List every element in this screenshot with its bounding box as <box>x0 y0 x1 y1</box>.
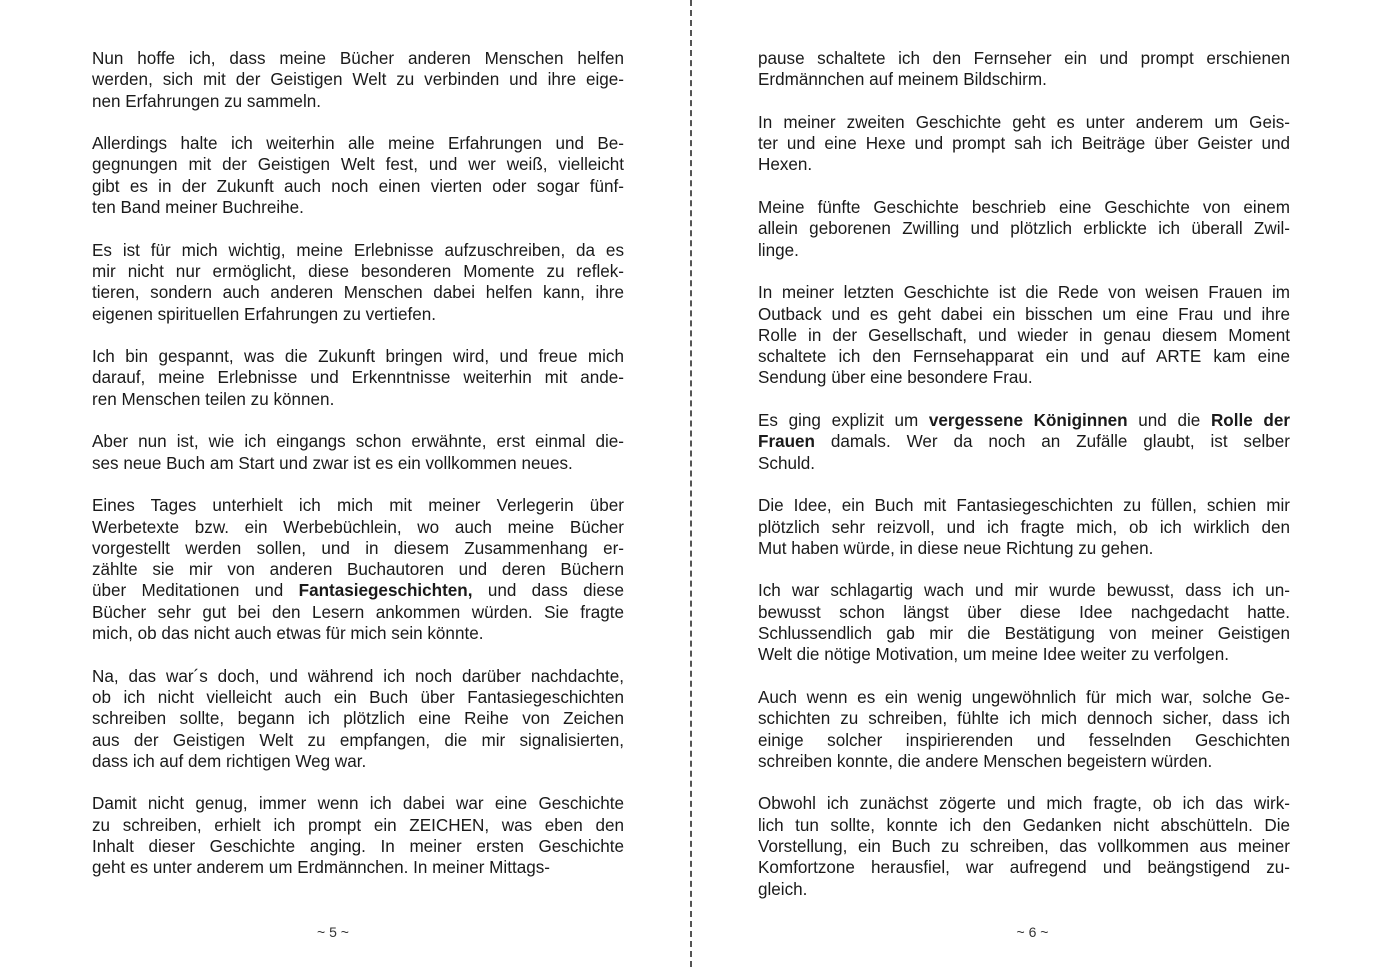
text-line: Auch wenn es ein wenig ungewöhnlich für mich war, solche Ge- <box>758 687 1290 707</box>
text-line: werden, sich mit der Geistigen Welt zu verbinden und ihre eige- <box>92 70 624 90</box>
paragraph <box>92 666 624 772</box>
text-line: vorgestellt werden sollen, und in diesem Zusammenhang er- <box>92 538 624 558</box>
right-page-number: ~ 6 ~ <box>1016 924 1049 940</box>
text-line: Hexen. <box>758 155 813 175</box>
text-line: Mut haben würde, in diese neue Richtung zu gehen. <box>758 538 1154 558</box>
paragraph <box>92 431 624 474</box>
text-line: Sendung über eine besondere Frau. <box>758 368 1033 388</box>
paragraph <box>92 495 624 644</box>
text-line: ren Menschen teilen zu können. <box>92 389 335 409</box>
text-segment: damals. Wer da noch an Zufälle glaubt, ist selber <box>815 432 1290 452</box>
paragraph <box>758 580 1290 665</box>
text-line: Rolle in der Gesellschaft, und wieder in genau diesem Moment <box>758 325 1290 345</box>
text-line: schichten zu schreiben, fühlte ich mich dennoch sicher, dass ich <box>758 709 1290 729</box>
right-page-body <box>758 48 1290 921</box>
text-segment: und dass diese <box>472 581 624 601</box>
text-line: Na, das war´s doch, und während ich noch darüber nachdachte, <box>92 666 624 686</box>
text-segment: und die <box>1127 411 1211 431</box>
paragraph <box>758 197 1290 261</box>
text-line: Erdmännchen auf meinem Bildschirm. <box>758 70 1047 90</box>
paragraph <box>758 282 1290 388</box>
paragraph <box>758 48 1290 91</box>
right-page <box>692 0 1383 967</box>
text-line: geht es unter anderem um Erdmännchen. In meiner Mittags- <box>92 858 550 878</box>
text-line: einige solcher inspirierenden und fesselnden Geschichten <box>758 730 1290 750</box>
text-line: Eines Tages unterhielt ich mich mit meiner Verlegerin über <box>92 496 624 516</box>
paragraph <box>758 495 1290 559</box>
text-segment: Es ging explizit um <box>758 411 929 431</box>
text-line: eigenen spirituellen Erfahrungen zu vertiefen. <box>92 304 436 324</box>
text-line: schreiben konnte, die andere Menschen begeistern würden. <box>758 751 1213 771</box>
text-line: mir nicht nur ermöglicht, diese besonderen Momente zu reflek- <box>92 261 624 281</box>
text-line: Ich war schlagartig wach und mir wurde bewusst, dass ich un- <box>758 581 1290 601</box>
paragraph <box>758 410 1290 474</box>
text-line: Obwohl ich zunächst zögerte und mich fragte, ob ich das wirk- <box>758 794 1290 814</box>
paragraph <box>758 112 1290 176</box>
text-line: ten Band meiner Buchreihe. <box>92 198 304 218</box>
text-line: Inhalt dieser Geschichte anging. In meiner ersten Geschichte <box>92 836 624 856</box>
text-line: ob ich nicht vielleicht auch ein Buch über Fantasiegeschichten <box>92 687 624 707</box>
text-line: gibt es in der Zukunft auch noch einen vierten oder sogar fünf- <box>92 176 624 196</box>
text-line: plötzlich sehr reizvoll, und ich fragte mich, ob ich wirklich den <box>758 517 1290 537</box>
text-line: darauf, meine Erlebnisse und Erkenntnisse weiterhin mit ande- <box>92 368 624 388</box>
left-page-body <box>92 48 624 900</box>
text-line: schreiben sollte, begann ich plötzlich eine Reihe von Zeichen <box>92 709 624 729</box>
left-page-number: ~ 5 ~ <box>317 924 349 940</box>
text-line: zu schreiben, erhielt ich prompt ein ZEICHEN, was eben den <box>92 815 624 835</box>
bold-text: Rolle der <box>1210 411 1290 431</box>
paragraph <box>92 346 624 410</box>
text-line: gegnungen mit der Geistigen Welt fest, und wer weiß, vielleicht <box>92 155 624 175</box>
paragraph <box>92 48 624 112</box>
text-line: gleich. <box>758 879 808 899</box>
text-line: ter und eine Hexe und prompt sah ich Beiträge über Geister und <box>758 134 1290 154</box>
text-line <box>92 580 624 601</box>
text-line: Schlussendlich gab mir die Bestätigung von meiner Geistigen <box>758 624 1290 644</box>
text-segment: über Meditationen und <box>92 581 299 601</box>
text-line: Bücher sehr gut bei den Lesern ankommen würden. Sie fragte <box>92 602 624 622</box>
text-line: Welt die nötige Motivation, um meine Idee weiter zu verfolgen. <box>758 645 1229 665</box>
text-line: Die Idee, ein Buch mit Fantasiegeschichten zu füllen, schien mir <box>758 496 1290 516</box>
text-line: Outback und es geht dabei ein bisschen um eine Frau und ihre <box>758 304 1290 324</box>
text-line: Allerdings halte ich weiterhin alle meine Erfahrungen und Be- <box>92 134 624 154</box>
text-line: pause schaltete ich den Fernseher ein und prompt erschienen <box>758 49 1290 68</box>
text-line: Vorstellung, ein Buch zu schreiben, das vollkommen aus meiner <box>758 836 1290 856</box>
bold-text: Frauen <box>758 432 815 452</box>
left-page <box>0 0 690 967</box>
text-line: dass ich auf dem richtigen Weg war. <box>92 751 367 771</box>
text-line: Meine fünfte Geschichte beschrieb eine Geschichte von einem <box>758 198 1290 218</box>
text-line: Nun hoffe ich, dass meine Bücher anderen Menschen helfen <box>92 49 624 68</box>
text-line: Damit nicht genug, immer wenn ich dabei war eine Geschichte <box>92 794 624 814</box>
text-line: nen Erfahrungen zu sammeln. <box>92 91 321 111</box>
bold-text: vergessene Königinnen <box>928 411 1128 431</box>
paragraph <box>92 240 624 325</box>
text-line: Aber nun ist, wie ich eingangs schon erwähnte, erst einmal die- <box>92 432 624 452</box>
text-line <box>758 431 1290 452</box>
text-line: schaltete ich den Fernsehapparat ein und auf ARTE kam eine <box>758 347 1290 367</box>
paragraph <box>758 687 1290 772</box>
text-line: lich tun sollte, konnte ich den Gedanken nicht abschütteln. Die <box>758 815 1290 835</box>
paragraph <box>758 793 1290 899</box>
text-line: In meiner zweiten Geschichte geht es unter anderem um Geis- <box>758 112 1290 132</box>
text-line <box>758 410 1290 431</box>
text-line: Komfortzone herausfiel, war aufregend und beängstigend zu- <box>758 858 1290 878</box>
text-line: Ich bin gespannt, was die Zukunft bringen wird, und freue mich <box>92 347 624 367</box>
text-line: allein geborenen Zwilling und plötzlich erblickte ich überall Zwil- <box>758 219 1290 239</box>
text-line: linge. <box>758 240 799 260</box>
text-line: In meiner letzten Geschichte ist die Rede von weisen Frauen im <box>758 283 1290 303</box>
text-line: aus der Geistigen Welt zu empfangen, die mir signalisierten, <box>92 730 624 750</box>
text-line: Schuld. <box>758 453 816 473</box>
text-line: tieren, sondern auch anderen Menschen dabei helfen kann, ihre <box>92 283 624 303</box>
text-line: Werbetexte bzw. ein Werbebüchlein, wo auch meine Bücher <box>92 517 624 537</box>
text-line: mich, ob das nicht auch etwas für mich sein könnte. <box>92 624 484 644</box>
text-line: bewusst schon längst über diese Idee nachgedacht hatte. <box>758 602 1290 622</box>
text-line: zählte sie mir von anderen Buchautoren und deren Büchern <box>92 560 624 580</box>
text-line: Es ist für mich wichtig, meine Erlebnisse aufzuschreiben, da es <box>92 240 624 260</box>
paragraph <box>92 793 624 878</box>
text-line: ses neue Buch am Start und zwar ist es ein vollkommen neues. <box>92 453 573 473</box>
paragraph <box>92 133 624 218</box>
bold-text: Fantasiegeschichten, <box>298 581 473 601</box>
